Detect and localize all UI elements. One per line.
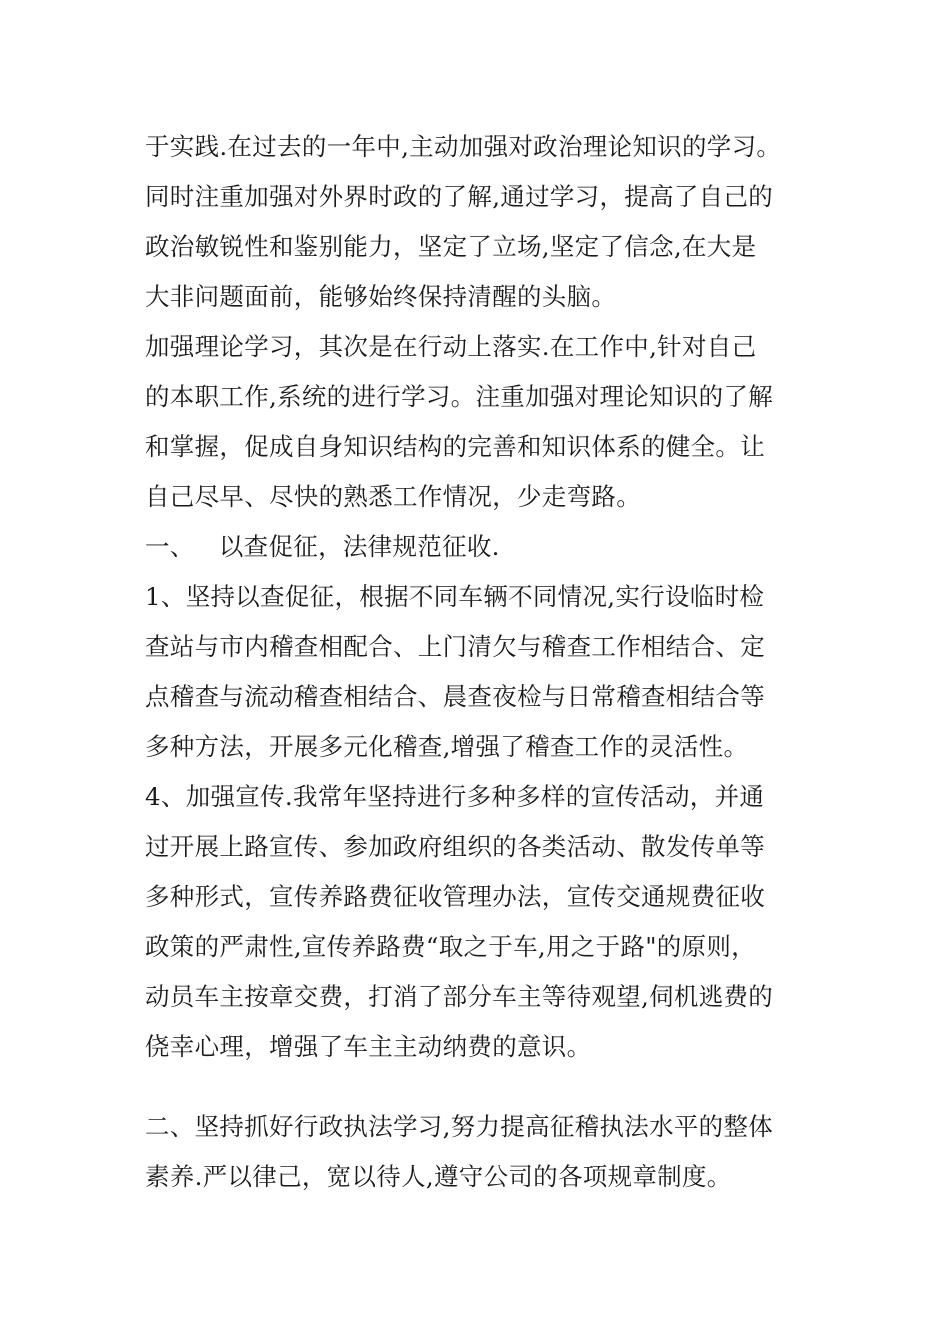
text-line: 政治敏锐性和鉴别能力，坚定了立场,坚定了信念,在大是 xyxy=(145,232,757,261)
text-line: 政策的严肃性,宣传养路费“取之于车,用之于路"的原则， xyxy=(145,932,756,961)
text-line: 和掌握，促成自身知识结构的完善和知识体系的健全。让 xyxy=(145,432,765,461)
section-heading: 一、 以查促征，法律规范征收. xyxy=(145,532,500,561)
text-line: 素养.严以律己，宽以待人,遵守公司的各项规章制度。 xyxy=(145,1162,732,1191)
text-line: 的本职工作,系统的进行学习。注重加强对理论知识的了解 xyxy=(145,382,774,411)
text-line: 加强理论学习，其次是在行动上落实.在工作中,针对自己 xyxy=(145,332,757,361)
text-line: 多种形式，宣传养路费征收管理办法，宣传交通规费征收 xyxy=(145,882,765,911)
text-line: 大非问题面前，能够始终保持清醒的头脑。 xyxy=(145,282,617,311)
text-line: 于实践.在过去的一年中,主动加强对政治理论知识的学习。 xyxy=(145,132,782,161)
text-line: 动员车主按章交费，打消了部分车主等待观望,伺机逃费的 xyxy=(145,982,774,1011)
section-heading: 二、坚持抓好行政执法学习,努力提高征稽执法水平的整体 xyxy=(145,1112,774,1141)
text-line: 1、坚持以查促征，根据不同车辆不同情况,实行设临时检 xyxy=(145,582,765,611)
text-line: 过开展上路宣传、参加政府组织的各类活动、散发传单等 xyxy=(145,832,765,861)
text-line: 侥幸心理，增强了车主主动纳费的意识。 xyxy=(145,1032,592,1061)
text-line: 多种方法，开展多元化稽查,增强了稽查工作的灵活性。 xyxy=(145,732,749,761)
text-line: 查站与市内稽查相配合、上门清欠与稽查工作相结合、定 xyxy=(145,632,765,661)
paragraph-gap xyxy=(145,1072,815,1102)
document-body xyxy=(145,122,815,1202)
text-line: 同时注重加强对外界时政的了解,通过学习，提高了自己的 xyxy=(145,182,774,211)
text-line: 点稽查与流动稽查相结合、晨查夜检与日常稽查相结合等 xyxy=(145,682,765,711)
text-line: 自己尽早、尽快的熟悉工作情况，少走弯路。 xyxy=(145,482,641,511)
text-line: 4、加强宣传.我常年坚持进行多种多样的宣传活动，并通 xyxy=(145,782,765,811)
